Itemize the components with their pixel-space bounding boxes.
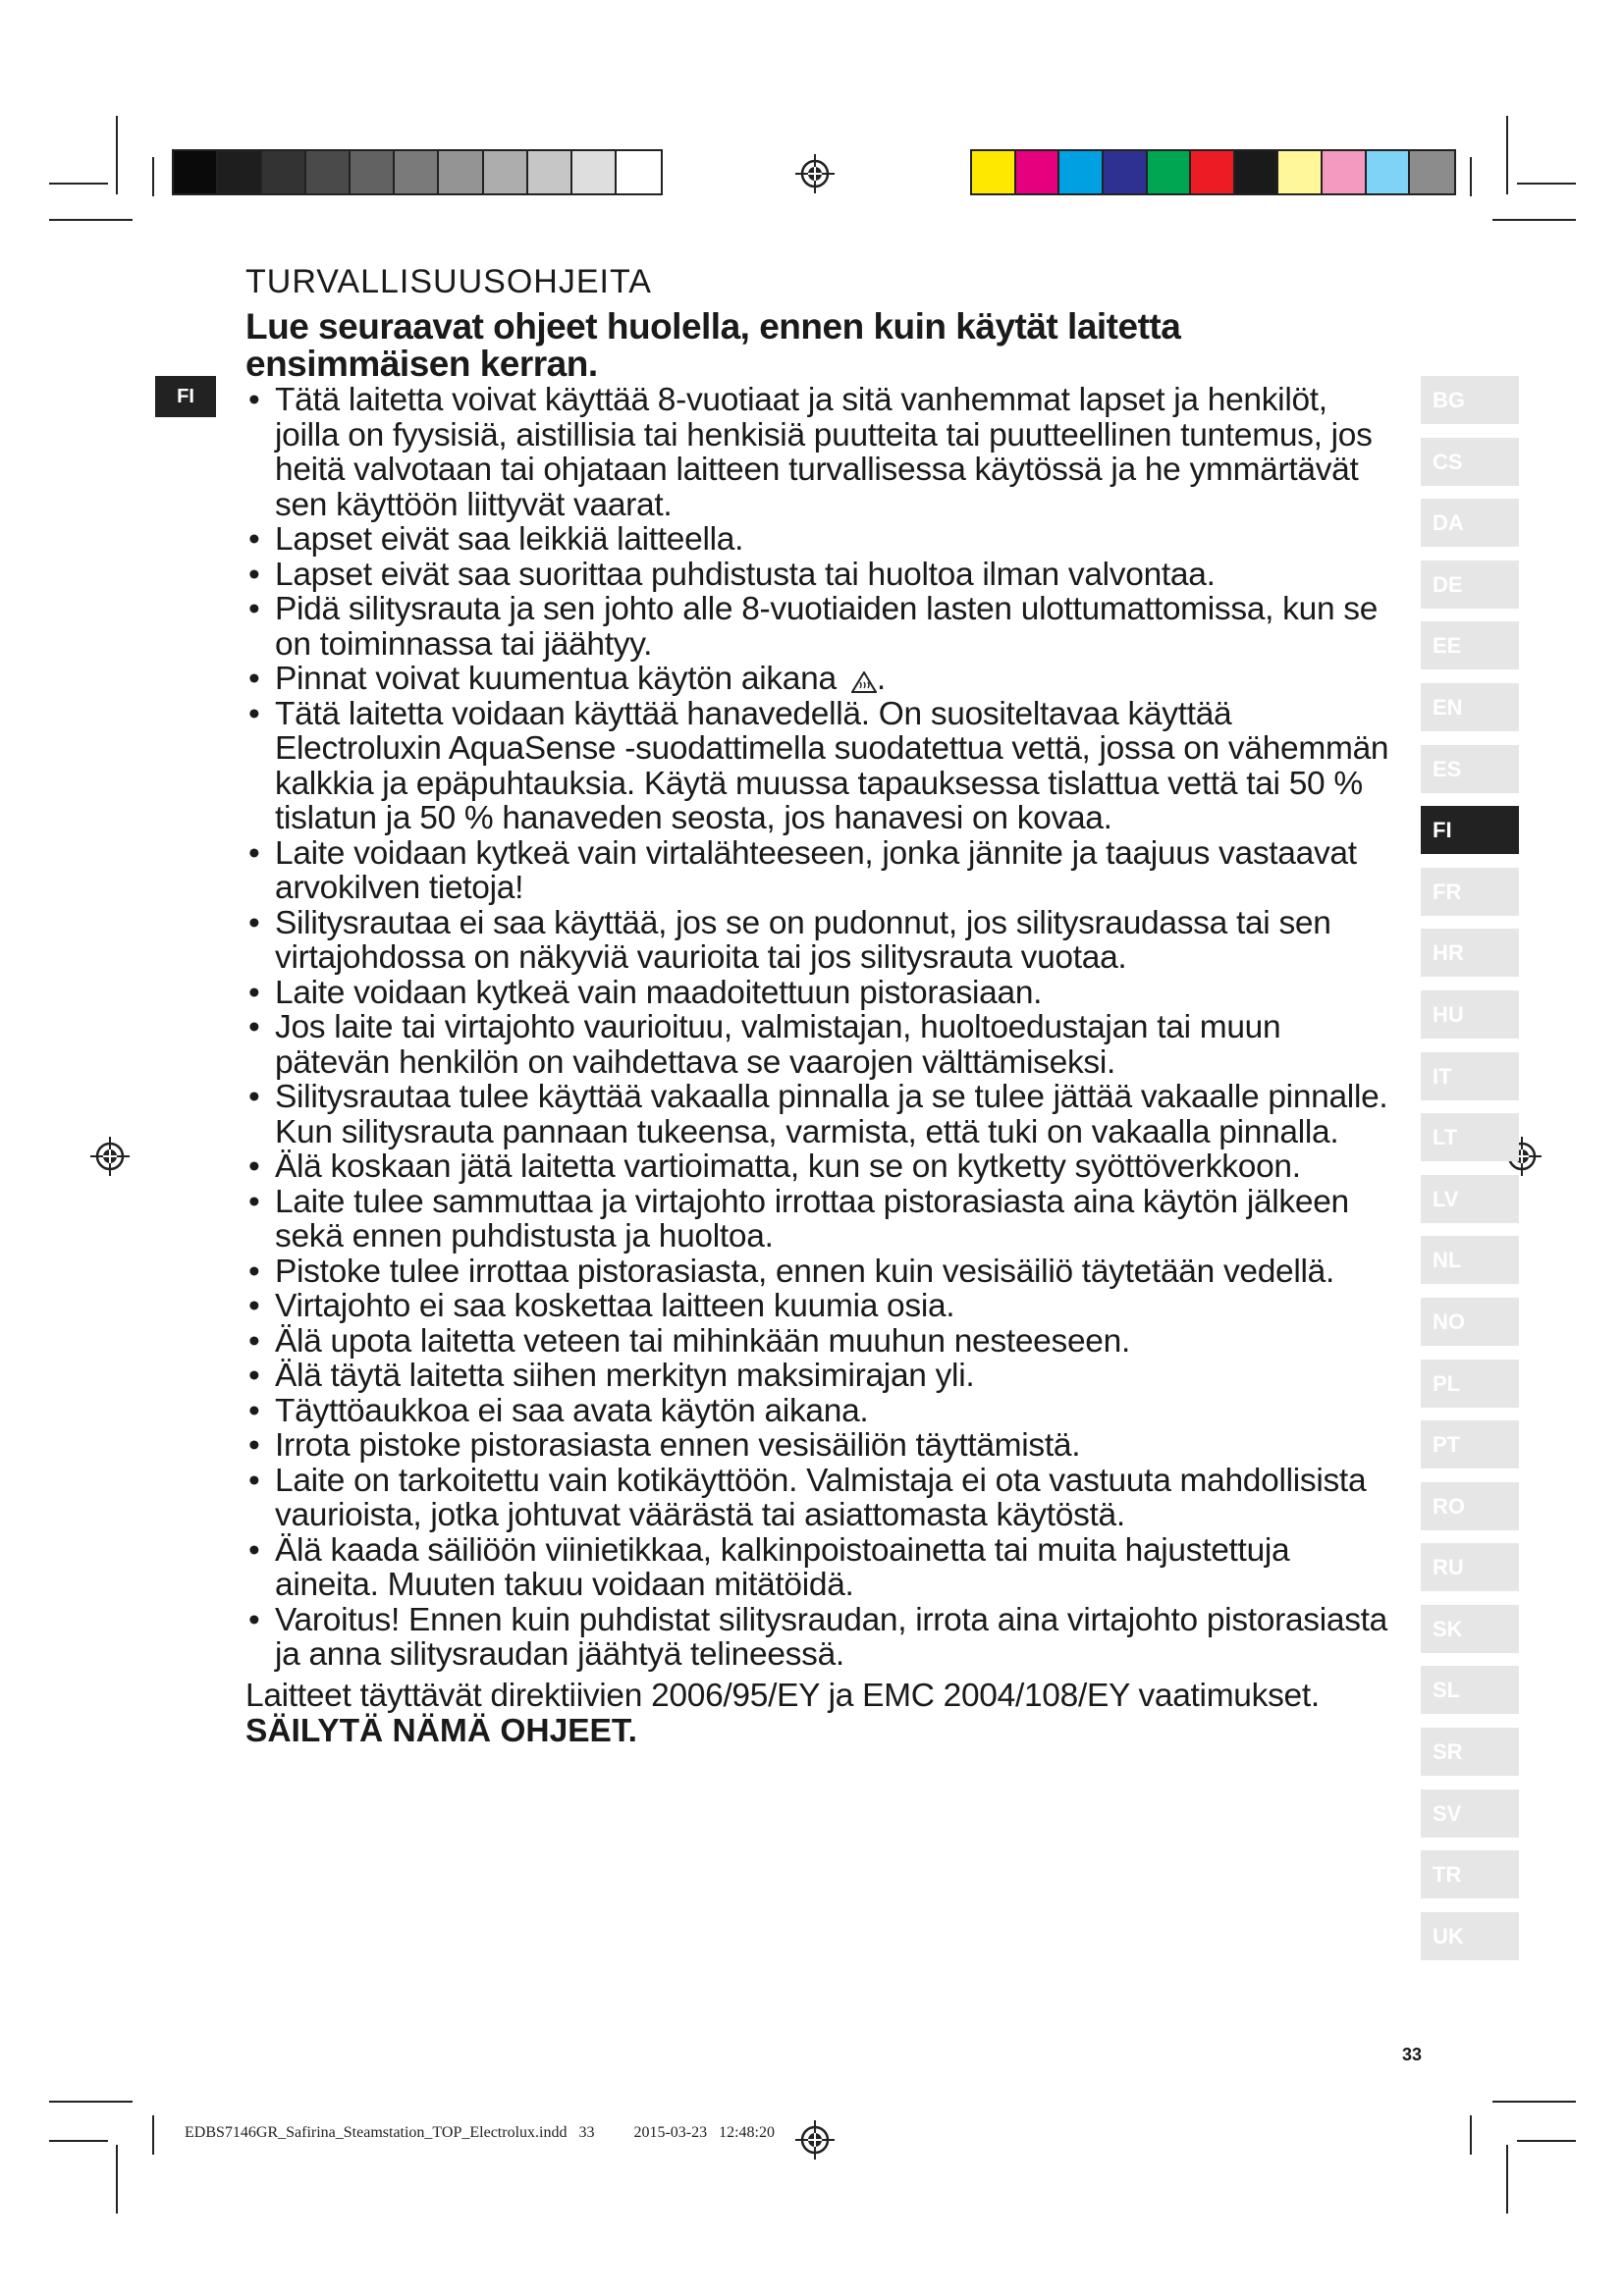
language-tab-lv[interactable]: LV [1421, 1175, 1519, 1223]
language-tab-da[interactable]: DA [1421, 499, 1519, 547]
color-swatch [174, 151, 218, 193]
language-tab-hu[interactable]: HU [1421, 990, 1519, 1039]
crop-mark [116, 2145, 118, 2214]
language-tab-ru[interactable]: RU [1421, 1543, 1519, 1591]
list-item: • Laite voidaan kytkeä vain maadoitettuun pistorasiaan. [248, 974, 1043, 1011]
crop-mark [116, 116, 118, 194]
crop-mark [49, 2140, 108, 2142]
color-swatch [1148, 151, 1192, 193]
color-swatch [439, 151, 483, 193]
crop-mark [49, 183, 108, 185]
section-language-tab: FI [155, 376, 216, 417]
crop-mark [1506, 2145, 1508, 2214]
list-item: • Älä koskaan jätä laitetta vartioimatta, kun se on kytketty syöttöverkkoon. [248, 1148, 1301, 1185]
language-tab-tr[interactable]: TR [1421, 1850, 1519, 1898]
language-tab-en[interactable]: EN [1421, 683, 1519, 731]
color-swatch [1278, 151, 1323, 193]
safety-instructions-list [245, 383, 1394, 1673]
registration-mark-icon [795, 2120, 835, 2160]
language-tab-es[interactable]: ES [1421, 745, 1519, 793]
crop-mark [1470, 2115, 1472, 2155]
list-item: • Tätä laitetta voidaan käyttää hanavedellä. On suositeltavaa käyttää Electroluxin AquaSense -suodattimella suodatettua vettä, jossa on vähemmän kalkkia ja epäpuhtauksia. Käytä muussa tapauksessa tislattua vettä tai 50 % tislatun ja 50 % hanaveden seosta, jos hanavesi on kovaa. [248, 695, 1389, 836]
hot-surface-warning-icon [851, 671, 877, 693]
list-item: • Laite on tarkoitettu vain kotikäyttöön. Valmistaja ei ota vastuuta mahdollisista vaurioista, jotka johtuvat väärästä tai asiattomasta käytöstä. [248, 1462, 1367, 1533]
language-tab-sr[interactable]: SR [1421, 1728, 1519, 1776]
save-instructions-notice: SÄILYTÄ NÄMÄ OHJEET. [245, 1713, 637, 1749]
language-tab-pl[interactable]: PL [1421, 1360, 1519, 1408]
crop-mark [49, 2101, 133, 2103]
crop-mark [49, 219, 133, 221]
registration-mark-icon [90, 1137, 130, 1176]
list-item: • Älä täytä laitetta siihen merkityn maksimirajan yli. [248, 1358, 975, 1394]
list-item: • Silitysrautaa ei saa käyttää, jos se on pudonnut, jos silitysraudassa tai sen virtajohdossa on näkyviä vaurioita tai jos silitysrauta vuotaa. [248, 904, 1331, 976]
grayscale-strip [172, 149, 663, 195]
language-tab-fr[interactable]: FR [1421, 868, 1519, 916]
list-item: • Älä kaada säiliöön viinietikkaa, kalkinpoistoainetta tai muita hajustettuja aineita. Muuten takuu voidaan mitätöidä. [248, 1531, 1290, 1603]
list-item: • Pistoke tulee irrottaa pistorasiasta, ennen kuin vesisäiliö täytetään vedellä. [248, 1253, 1335, 1290]
color-swatch [1191, 151, 1235, 193]
crop-mark [1517, 183, 1576, 185]
color-swatch [218, 151, 262, 193]
color-swatch [1323, 151, 1367, 193]
page-title: TURVALLISUUSOHJEITA [245, 263, 652, 300]
list-item: • Jos laite tai virtajohto vaurioituu, valmistajan, huoltoedustajan tai muun pätevän henkilön on vaihdettava se vaarojen välttämiseksi. [248, 1009, 1281, 1081]
list-item: • Virtajohto ei saa koskettaa laitteen kuumia osia. [248, 1288, 955, 1324]
print-slug: EDBS7146GR_Safirina_Steamstation_TOP_Electrolux.indd 33 2015-03-23 12:48:20 [185, 2124, 775, 2141]
list-item: • Irrota pistoke pistorasiasta ennen vesisäiliön täyttämistä. [248, 1427, 1081, 1464]
crop-mark [1492, 219, 1576, 221]
language-tab-hr[interactable]: HR [1421, 929, 1519, 977]
list-item: • Pinnat voivat kuumentua käytön aikana . [248, 661, 886, 697]
color-swatch [262, 151, 306, 193]
color-swatch [395, 151, 439, 193]
list-item: • Silitysrautaa tulee käyttää vakaalla pinnalla ja se tulee jättää vakaalle pinnalle. Kun silitysrauta pannaan tukeensa, varmista, että tuki on vakaalla pinnalla. [248, 1079, 1388, 1150]
registration-mark-icon [795, 154, 835, 193]
color-swatch [1059, 151, 1104, 193]
list-item: • Tätä laitetta voivat käyttää 8-vuotiaat ja sitä vanhemmat lapset ja henkilöt, joilla on fyysisiä, aistillisia tai henkisiä puutteita tai puutteellinen tuntemus, jos heitä valvotaan tai ohjataan laitteen turvallisessa käytössä ja he ymmärtävät sen käyttöön liittyvät vaarat. [248, 382, 1373, 523]
list-item: • Pidä silitysrauta ja sen johto alle 8-vuotiaiden lasten ulottumattomissa, kun se on toiminnassa tai jäähtyy. [248, 591, 1379, 663]
language-tab-sv[interactable]: SV [1421, 1789, 1519, 1838]
language-tab-cs[interactable]: CS [1421, 438, 1519, 486]
language-tabs [1421, 376, 1519, 1973]
list-item: • Täyttöaukkoa ei saa avata käytön aikana. [248, 1392, 869, 1429]
lead-instruction: Lue seuraavat ohjeet huolella, ennen kuin käytät laitetta ensimmäisen kerran. [245, 306, 1181, 384]
color-swatch [528, 151, 572, 193]
language-tab-no[interactable]: NO [1421, 1298, 1519, 1346]
language-tab-lt[interactable]: LT [1421, 1113, 1519, 1161]
list-item: • Älä upota laitetta veteen tai mihinkään muuhun nesteeseen. [248, 1322, 1130, 1360]
color-swatch [1104, 151, 1148, 193]
list-item: • Laite tulee sammuttaa ja virtajohto irrottaa pistorasiasta aina käytön jälkeen sekä ennen puhdistusta ja huoltoa. [248, 1183, 1349, 1255]
language-tab-nl[interactable]: NL [1421, 1236, 1519, 1284]
directives-statement: Laitteet täyttävät direktiivien 2006/95/EY ja EMC 2004/108/EY vaatimukset. [245, 1678, 1320, 1714]
list-item: • Varoitus! Ennen kuin puhdistat silitysraudan, irrota aina virtajohto pistorasiasta ja anna silitysraudan jäähtyä telineessä. [248, 1601, 1388, 1673]
crop-mark [1517, 2140, 1576, 2142]
color-swatch [484, 151, 528, 193]
language-tab-bg[interactable]: BG [1421, 376, 1519, 424]
list-item: • Lapset eivät saa leikkiä laitteella. [248, 521, 744, 558]
language-tab-sl[interactable]: SL [1421, 1666, 1519, 1714]
list-item: • Lapset eivät saa suorittaa puhdistusta tai huoltoa ilman valvontaa. [248, 556, 1216, 593]
color-swatch [1016, 151, 1060, 193]
language-tab-ro[interactable]: RO [1421, 1482, 1519, 1530]
language-tab-uk[interactable]: UK [1421, 1912, 1519, 1960]
list-item: • Laite voidaan kytkeä vain virtalähteeseen, jonka jännite ja taajuus vastaavat arvokilven tietoja! [248, 834, 1357, 906]
color-swatch [351, 151, 395, 193]
crop-mark [152, 2115, 154, 2155]
crop-mark [152, 157, 154, 196]
crop-mark [1506, 116, 1508, 194]
language-tab-pt[interactable]: PT [1421, 1420, 1519, 1468]
language-tab-fi[interactable]: FI [1421, 806, 1519, 854]
color-swatch [572, 151, 617, 193]
language-tab-ee[interactable]: EE [1421, 621, 1519, 669]
crop-mark [1492, 2101, 1576, 2103]
color-swatch [972, 151, 1016, 193]
language-tab-it[interactable]: IT [1421, 1052, 1519, 1100]
page-number: 33 [1402, 2045, 1423, 2064]
color-strip [970, 149, 1456, 195]
language-tab-sk[interactable]: SK [1421, 1605, 1519, 1653]
language-tab-de[interactable]: DE [1421, 561, 1519, 609]
color-swatch [306, 151, 351, 193]
crop-mark [1470, 157, 1472, 196]
color-swatch [617, 151, 661, 193]
color-swatch [1410, 151, 1454, 193]
color-swatch [1367, 151, 1411, 193]
color-swatch [1235, 151, 1279, 193]
